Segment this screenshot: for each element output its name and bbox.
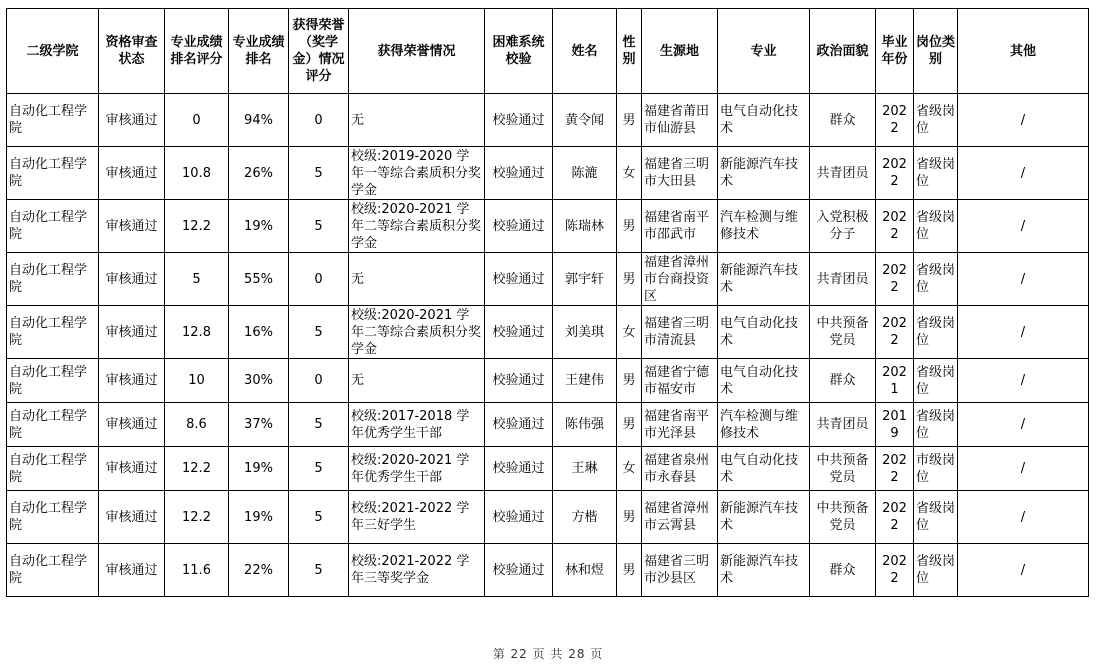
other-cell: / [958, 359, 1089, 403]
table-row [7, 544, 1089, 597]
rank-cell: 19% [229, 447, 289, 491]
honor-cell: 校级:2020-2021 学年二等综合素质积分奖学金 [349, 306, 485, 359]
table-row [7, 306, 1089, 359]
table-body [7, 94, 1089, 597]
grad-year-cell: 2022 [876, 200, 914, 253]
other-cell: / [958, 253, 1089, 306]
table-row [7, 200, 1089, 253]
major-cell: 电气自动化技术 [718, 447, 810, 491]
hardship-check-cell: 校验通过 [485, 253, 553, 306]
honor-cell: 校级:2021-2022 学年三等奖学金 [349, 544, 485, 597]
table-row [7, 447, 1089, 491]
major-cell: 电气自动化技术 [718, 306, 810, 359]
post-type-cell: 省级岗位 [914, 306, 958, 359]
rank-cell: 26% [229, 147, 289, 200]
honor-score-cell: 5 [289, 200, 349, 253]
grad-year-cell: 2022 [876, 306, 914, 359]
honor-cell: 无 [349, 253, 485, 306]
college-cell: 自动化工程学院 [7, 544, 99, 597]
gender-cell: 男 [617, 200, 642, 253]
origin-cell: 福建省漳州市台商投资区 [642, 253, 718, 306]
honor-score-cell: 5 [289, 403, 349, 447]
post-type-cell: 省级岗位 [914, 544, 958, 597]
review-status-cell: 审核通过 [99, 544, 165, 597]
honor-score-cell: 0 [289, 359, 349, 403]
rank-cell: 16% [229, 306, 289, 359]
gender-cell: 女 [617, 306, 642, 359]
gender-cell: 女 [617, 447, 642, 491]
hardship-check-cell: 校验通过 [485, 491, 553, 544]
col-header-name: 姓名 [553, 9, 617, 94]
grad-year-cell: 2022 [876, 491, 914, 544]
college-cell: 自动化工程学院 [7, 200, 99, 253]
honor-cell: 无 [349, 94, 485, 147]
col-header-other: 其他 [958, 9, 1089, 94]
origin-cell: 福建省南平市光泽县 [642, 403, 718, 447]
other-cell: / [958, 447, 1089, 491]
college-cell: 自动化工程学院 [7, 94, 99, 147]
political-cell: 中共预备党员 [810, 306, 876, 359]
political-cell: 共青团员 [810, 253, 876, 306]
grad-year-cell: 2022 [876, 544, 914, 597]
political-cell: 群众 [810, 94, 876, 147]
honor-score-cell: 5 [289, 544, 349, 597]
rank-cell: 30% [229, 359, 289, 403]
name-cell: 黄令闻 [553, 94, 617, 147]
review-status-cell: 审核通过 [99, 94, 165, 147]
col-header-origin: 生源地 [642, 9, 718, 94]
hardship-check-cell: 校验通过 [485, 403, 553, 447]
rank-score-cell: 11.6 [165, 544, 229, 597]
col-header-hardship-check: 困难系统校验 [485, 9, 553, 94]
other-cell: / [958, 544, 1089, 597]
name-cell: 王琳 [553, 447, 617, 491]
name-cell: 林和煜 [553, 544, 617, 597]
table-row [7, 491, 1089, 544]
rank-cell: 37% [229, 403, 289, 447]
col-header-honor-score: 获得荣誉（奖学金）情况评分 [289, 9, 349, 94]
political-cell: 共青团员 [810, 147, 876, 200]
political-cell: 入党积极分子 [810, 200, 876, 253]
header-row [7, 9, 1089, 94]
review-status-cell: 审核通过 [99, 491, 165, 544]
major-cell: 新能源汽车技术 [718, 147, 810, 200]
table-row [7, 403, 1089, 447]
col-header-honor: 获得荣誉情况 [349, 9, 485, 94]
rank-cell: 94% [229, 94, 289, 147]
origin-cell: 福建省南平市邵武市 [642, 200, 718, 253]
rank-score-cell: 10 [165, 359, 229, 403]
rank-score-cell: 12.2 [165, 491, 229, 544]
other-cell: / [958, 403, 1089, 447]
honor-cell: 校级:2019-2020 学年一等综合素质积分奖学金 [349, 147, 485, 200]
other-cell: / [958, 200, 1089, 253]
honor-cell: 校级:2020-2021 学年优秀学生干部 [349, 447, 485, 491]
college-cell: 自动化工程学院 [7, 447, 99, 491]
gender-cell: 男 [617, 253, 642, 306]
col-header-gender: 性别 [617, 9, 642, 94]
rank-score-cell: 8.6 [165, 403, 229, 447]
other-cell: / [958, 94, 1089, 147]
major-cell: 新能源汽车技术 [718, 253, 810, 306]
rank-score-cell: 12.8 [165, 306, 229, 359]
table-row [7, 147, 1089, 200]
review-status-cell: 审核通过 [99, 447, 165, 491]
col-header-major: 专业 [718, 9, 810, 94]
grad-year-cell: 2019 [876, 403, 914, 447]
political-cell: 中共预备党员 [810, 447, 876, 491]
col-header-review-status: 资格审查状态 [99, 9, 165, 94]
name-cell: 郭宇轩 [553, 253, 617, 306]
post-type-cell: 省级岗位 [914, 253, 958, 306]
rank-score-cell: 12.2 [165, 447, 229, 491]
college-cell: 自动化工程学院 [7, 403, 99, 447]
student-roster-table [6, 8, 1089, 597]
table-row [7, 359, 1089, 403]
post-type-cell: 省级岗位 [914, 359, 958, 403]
hardship-check-cell: 校验通过 [485, 447, 553, 491]
origin-cell: 福建省宁德市福安市 [642, 359, 718, 403]
other-cell: / [958, 147, 1089, 200]
hardship-check-cell: 校验通过 [485, 94, 553, 147]
origin-cell: 福建省三明市清流县 [642, 306, 718, 359]
grad-year-cell: 2022 [876, 253, 914, 306]
hardship-check-cell: 校验通过 [485, 147, 553, 200]
review-status-cell: 审核通过 [99, 200, 165, 253]
honor-score-cell: 0 [289, 94, 349, 147]
gender-cell: 男 [617, 359, 642, 403]
post-type-cell: 省级岗位 [914, 147, 958, 200]
rank-cell: 19% [229, 491, 289, 544]
major-cell: 电气自动化技术 [718, 359, 810, 403]
review-status-cell: 审核通过 [99, 403, 165, 447]
major-cell: 新能源汽车技术 [718, 491, 810, 544]
origin-cell: 福建省三明市沙县区 [642, 544, 718, 597]
gender-cell: 男 [617, 491, 642, 544]
table-row [7, 253, 1089, 306]
honor-score-cell: 5 [289, 447, 349, 491]
grad-year-cell: 2022 [876, 147, 914, 200]
post-type-cell: 省级岗位 [914, 94, 958, 147]
review-status-cell: 审核通过 [99, 359, 165, 403]
col-header-post-type: 岗位类别 [914, 9, 958, 94]
honor-score-cell: 5 [289, 306, 349, 359]
rank-cell: 55% [229, 253, 289, 306]
gender-cell: 男 [617, 544, 642, 597]
hardship-check-cell: 校验通过 [485, 200, 553, 253]
col-header-rank-score: 专业成绩排名评分 [165, 9, 229, 94]
college-cell: 自动化工程学院 [7, 491, 99, 544]
major-cell: 汽车检测与维修技术 [718, 403, 810, 447]
honor-score-cell: 0 [289, 253, 349, 306]
name-cell: 陈漉 [553, 147, 617, 200]
gender-cell: 女 [617, 147, 642, 200]
hardship-check-cell: 校验通过 [485, 544, 553, 597]
other-cell: / [958, 491, 1089, 544]
name-cell: 方楷 [553, 491, 617, 544]
rank-cell: 19% [229, 200, 289, 253]
political-cell: 群众 [810, 544, 876, 597]
table-row [7, 94, 1089, 147]
college-cell: 自动化工程学院 [7, 147, 99, 200]
rank-score-cell: 10.8 [165, 147, 229, 200]
name-cell: 王建伟 [553, 359, 617, 403]
hardship-check-cell: 校验通过 [485, 359, 553, 403]
page-number-footer: 第 22 页 共 28 页 [492, 647, 604, 661]
col-header-political: 政治面貌 [810, 9, 876, 94]
name-cell: 刘美琪 [553, 306, 617, 359]
hardship-check-cell: 校验通过 [485, 306, 553, 359]
college-cell: 自动化工程学院 [7, 306, 99, 359]
political-cell: 共青团员 [810, 403, 876, 447]
post-type-cell: 市级岗位 [914, 447, 958, 491]
honor-cell: 校级:2021-2022 学年三好学生 [349, 491, 485, 544]
review-status-cell: 审核通过 [99, 253, 165, 306]
gender-cell: 男 [617, 94, 642, 147]
origin-cell: 福建省漳州市云霄县 [642, 491, 718, 544]
rank-score-cell: 0 [165, 94, 229, 147]
name-cell: 陈瑞林 [553, 200, 617, 253]
political-cell: 中共预备党员 [810, 491, 876, 544]
gender-cell: 男 [617, 403, 642, 447]
college-cell: 自动化工程学院 [7, 359, 99, 403]
post-type-cell: 省级岗位 [914, 403, 958, 447]
grad-year-cell: 2021 [876, 359, 914, 403]
major-cell: 电气自动化技术 [718, 94, 810, 147]
grad-year-cell: 2022 [876, 447, 914, 491]
review-status-cell: 审核通过 [99, 306, 165, 359]
rank-score-cell: 5 [165, 253, 229, 306]
post-type-cell: 省级岗位 [914, 491, 958, 544]
grad-year-cell: 2022 [876, 94, 914, 147]
political-cell: 群众 [810, 359, 876, 403]
col-header-grad-year: 毕业年份 [876, 9, 914, 94]
origin-cell: 福建省三明市大田县 [642, 147, 718, 200]
origin-cell: 福建省泉州市永春县 [642, 447, 718, 491]
review-status-cell: 审核通过 [99, 147, 165, 200]
college-cell: 自动化工程学院 [7, 253, 99, 306]
major-cell: 新能源汽车技术 [718, 544, 810, 597]
honor-score-cell: 5 [289, 147, 349, 200]
honor-cell: 无 [349, 359, 485, 403]
name-cell: 陈伟强 [553, 403, 617, 447]
rank-cell: 22% [229, 544, 289, 597]
major-cell: 汽车检测与维修技术 [718, 200, 810, 253]
post-type-cell: 省级岗位 [914, 200, 958, 253]
col-header-rank: 专业成绩排名 [229, 9, 289, 94]
origin-cell: 福建省莆田市仙游县 [642, 94, 718, 147]
rank-score-cell: 12.2 [165, 200, 229, 253]
col-header-college: 二级学院 [7, 9, 99, 94]
honor-score-cell: 5 [289, 491, 349, 544]
honor-cell: 校级:2017-2018 学年优秀学生干部 [349, 403, 485, 447]
honor-cell: 校级:2020-2021 学年二等综合素质积分奖学金 [349, 200, 485, 253]
other-cell: / [958, 306, 1089, 359]
